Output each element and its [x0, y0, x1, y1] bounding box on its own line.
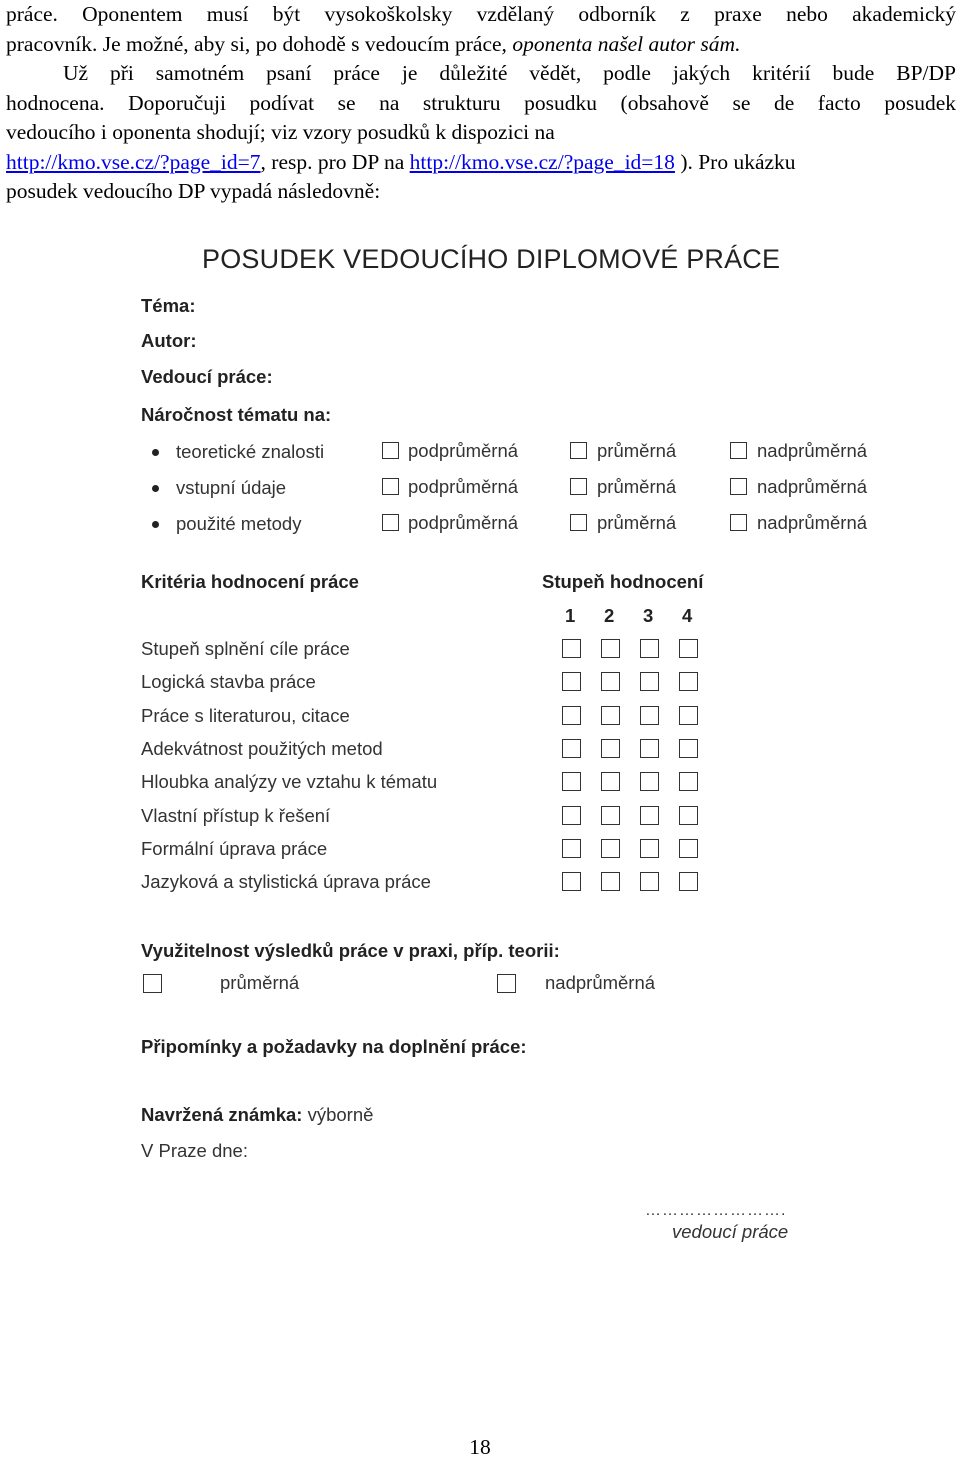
grade-checkbox[interactable] — [679, 772, 698, 791]
form-title: POSUDEK VEDOUCÍHO DIPLOMOVÉ PRÁCE — [202, 244, 781, 274]
intro-paragraph — [6, 0, 956, 207]
criterion-label: Práce s literaturou, citace — [141, 705, 350, 726]
signature-label: vedoucí práce — [672, 1221, 789, 1242]
intro-text: ). Pro ukázku — [680, 149, 796, 174]
grade-checkbox[interactable] — [679, 839, 698, 858]
intro-text: pracovník. Je možné, aby si, po dohodě s vedoucím práce, — [6, 31, 507, 56]
intro-line — [6, 30, 956, 60]
intro-italic-text: oponenta našel autor sám. — [512, 31, 741, 56]
narocnost-option-label: nadprůměrná — [757, 440, 868, 461]
vedouci-label: Vedoucí práce: — [141, 366, 273, 387]
criterion-label: Jazyková a stylistická úprava práce — [141, 871, 431, 892]
narocnost-option-label: průměrná — [597, 440, 677, 461]
signature-line: ……………………. — [645, 1202, 787, 1219]
pripominky-label: Připomínky a požadavky na doplnění práce: — [141, 1036, 527, 1057]
grade-checkbox[interactable] — [679, 639, 698, 658]
narocnost-option-label: podprůměrná — [408, 476, 519, 497]
bullet-icon — [152, 521, 159, 528]
grade-checkbox[interactable] — [640, 772, 659, 791]
intro-text: , resp. pro DP na — [260, 149, 405, 174]
narocnost-checkbox[interactable] — [570, 478, 587, 495]
vyuzitelnost-checkbox[interactable] — [497, 974, 516, 993]
intro-line: posudek vedoucího DP vypadá následovně: — [6, 179, 381, 203]
grade-checkbox[interactable] — [562, 772, 581, 791]
narocnost-option-label: nadprůměrná — [757, 512, 868, 533]
grade-checkbox[interactable] — [640, 872, 659, 891]
grade-checkbox[interactable] — [640, 806, 659, 825]
grade-checkbox[interactable] — [601, 839, 620, 858]
grade-checkbox[interactable] — [640, 672, 659, 691]
grade-header: 2 — [604, 605, 615, 626]
vyuzitelnost-checkbox[interactable] — [143, 974, 162, 993]
grade-checkbox[interactable] — [562, 672, 581, 691]
narocnost-item-label: teoretické znalosti — [176, 441, 325, 462]
grade-checkbox[interactable] — [640, 639, 659, 658]
grade-checkbox[interactable] — [640, 839, 659, 858]
grade-checkbox[interactable] — [640, 706, 659, 725]
posudek-dp-link[interactable]: http://kmo.vse.cz/?page_id=18 — [409, 149, 675, 174]
narocnost-checkbox[interactable] — [382, 478, 399, 495]
znamka-value: výborně — [307, 1104, 374, 1125]
criterion-label: Formální úprava práce — [141, 838, 328, 859]
znamka-label: Navržená známka: — [141, 1104, 303, 1125]
grade-checkbox[interactable] — [640, 739, 659, 758]
bullet-icon — [152, 485, 159, 492]
criterion-label: Stupeň splnění cíle práce — [141, 638, 350, 659]
criterion-label: Vlastní přístup k řešení — [141, 805, 331, 826]
grade-checkbox[interactable] — [562, 839, 581, 858]
vyuzitelnost-option-label: nadprůměrná — [545, 972, 656, 993]
intro-line: Už při samotném psaní práce je důležité vědět, podle jakých kritérií bude BP/DP — [63, 61, 956, 85]
narocnost-checkbox[interactable] — [730, 442, 747, 459]
grade-checkbox[interactable] — [562, 639, 581, 658]
criterion-label: Hloubka analýzy ve vztahu k tématu — [141, 771, 438, 792]
grade-header: 3 — [643, 605, 654, 626]
grade-checkbox[interactable] — [601, 739, 620, 758]
stupen-label: Stupeň hodnocení — [542, 571, 704, 592]
datum-label: V Praze dne: — [141, 1140, 248, 1161]
page-number: 18 — [469, 1435, 491, 1459]
grade-checkbox[interactable] — [601, 872, 620, 891]
narocnost-item-label: vstupní údaje — [176, 477, 287, 498]
criterion-label: Adekvátnost použitých metod — [141, 738, 383, 759]
narocnost-checkbox[interactable] — [382, 514, 399, 531]
intro-line: hodnocena. Doporučuji podívat se na strukturu posudku (obsahově se de facto posudek — [6, 90, 956, 115]
narocnost-checkbox[interactable] — [382, 442, 399, 459]
narocnost-label: Náročnost tématu na: — [141, 404, 332, 425]
grade-checkbox[interactable] — [679, 739, 698, 758]
grade-checkbox[interactable] — [601, 772, 620, 791]
narocnost-checkbox[interactable] — [730, 514, 747, 531]
narocnost-option-label: nadprůměrná — [757, 476, 868, 497]
narocnost-checkbox[interactable] — [570, 514, 587, 531]
grade-checkbox[interactable] — [562, 706, 581, 725]
kriteria-label: Kritéria hodnocení práce — [141, 571, 359, 592]
narocnost-option-label: podprůměrná — [408, 512, 519, 533]
grade-checkbox[interactable] — [562, 806, 581, 825]
grade-checkbox[interactable] — [679, 706, 698, 725]
intro-line — [6, 148, 956, 178]
grade-checkbox[interactable] — [679, 872, 698, 891]
vyuzitelnost-option-label: průměrná — [220, 972, 300, 993]
autor-label: Autor: — [141, 330, 197, 351]
narocnost-option-label: podprůměrná — [408, 440, 519, 461]
intro-line: vedoucího i oponenta shodují; viz vzory posudků k dispozici na — [6, 120, 555, 144]
grade-checkbox[interactable] — [562, 872, 581, 891]
grade-checkbox[interactable] — [601, 639, 620, 658]
bullet-icon — [152, 449, 159, 456]
narocnost-checkbox[interactable] — [570, 442, 587, 459]
grade-checkbox[interactable] — [562, 739, 581, 758]
vyuzitelnost-label: Využitelnost výsledků práce v praxi, příp. teorii: — [141, 940, 560, 961]
grade-header: 4 — [682, 605, 693, 626]
grade-header: 1 — [565, 605, 576, 626]
narocnost-checkbox[interactable] — [730, 478, 747, 495]
tema-label: Téma: — [141, 295, 196, 316]
grade-checkbox[interactable] — [601, 806, 620, 825]
narocnost-option-label: průměrná — [597, 476, 677, 497]
intro-line: práce. Oponentem musí být vysokoškolsky vzdělaný odborník z praxe nebo akademický — [6, 2, 956, 26]
criterion-label: Logická stavba práce — [141, 671, 316, 692]
grade-checkbox[interactable] — [679, 672, 698, 691]
posudek-bp-link[interactable]: http://kmo.vse.cz/?page_id=7 — [6, 149, 261, 174]
narocnost-item-label: použité metody — [176, 513, 302, 534]
znamka-row — [141, 1104, 373, 1126]
narocnost-option-label: průměrná — [597, 512, 677, 533]
grade-checkbox[interactable] — [679, 806, 698, 825]
grade-checkbox[interactable] — [601, 706, 620, 725]
grade-checkbox[interactable] — [601, 672, 620, 691]
